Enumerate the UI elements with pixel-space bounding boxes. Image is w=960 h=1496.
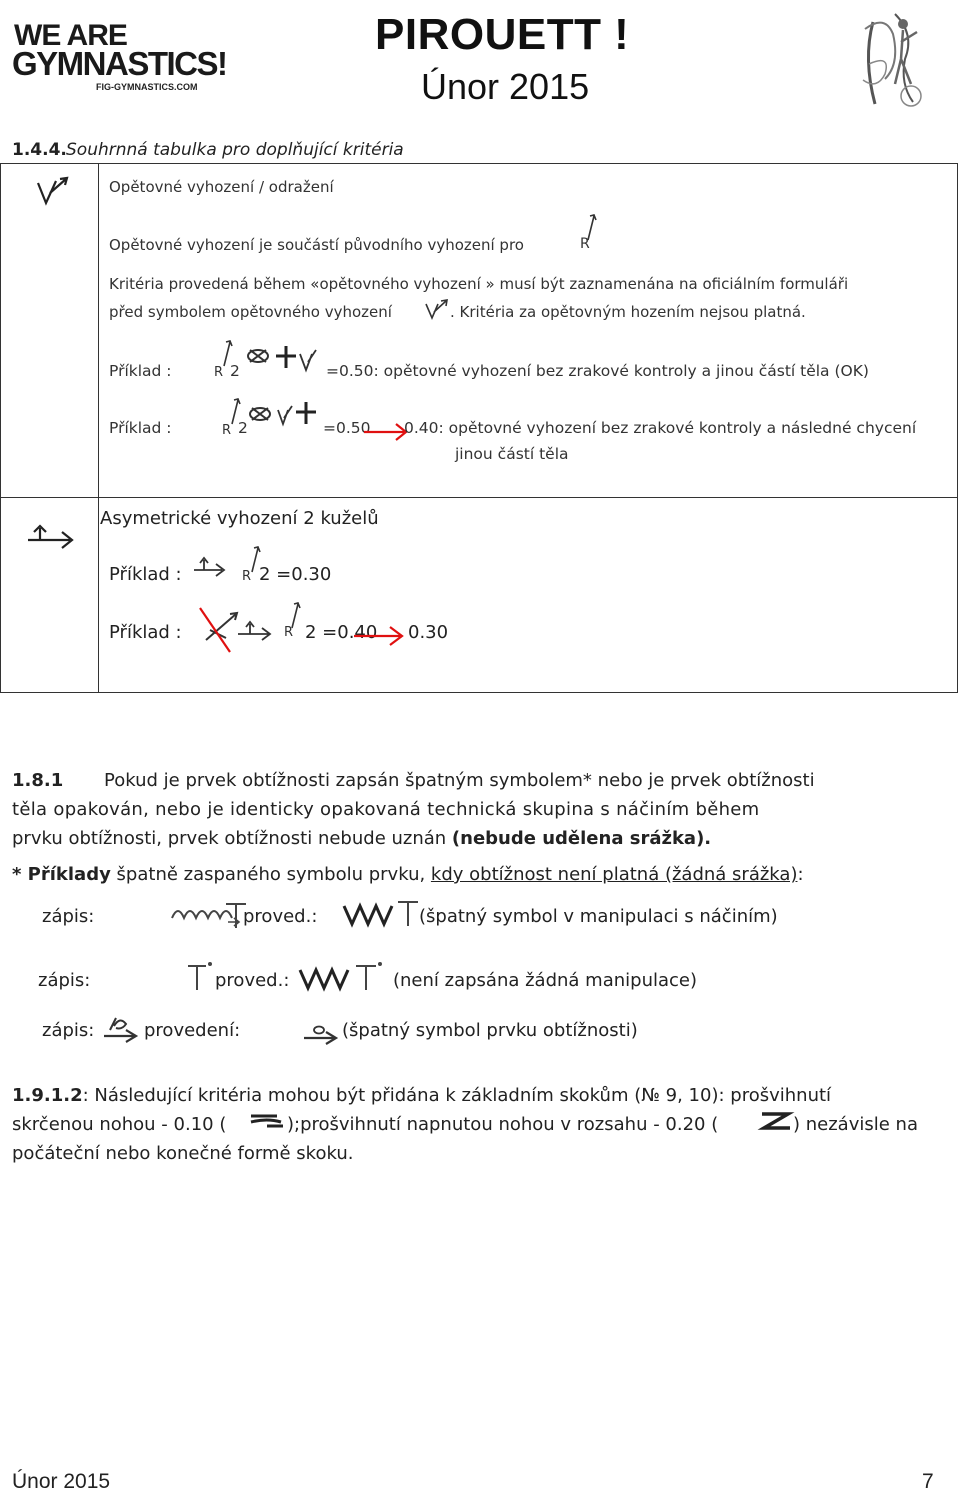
logo-url: FIG-GYMNASTICS.COM — [96, 82, 198, 92]
para181-line1: Pokud je prvek obtížnosti zapsán špatným symbolem* nebo je prvek obtížnosti — [104, 770, 815, 791]
para191-line3: počáteční nebo konečné formě skoku. — [12, 1143, 354, 1164]
para181-number: 1.8.1 — [12, 770, 64, 791]
para181-line3b: (nebude udělena srážka). — [451, 828, 712, 849]
examples-intro — [12, 860, 804, 889]
rebound-line1: Opětovné vyhození je součástí původního vyhození pro — [109, 236, 524, 254]
asym-ex1-label: Příklad : — [109, 564, 182, 585]
rebound-ex2-num: 2 — [238, 419, 248, 437]
zigzag-symbol-icon — [340, 896, 422, 932]
para181-line2: těla opakován, nebo je identicky opakovaná technická skupina s náčiním během — [12, 799, 760, 820]
example3-zapis: zápis: — [42, 1020, 95, 1041]
svg-text:R: R — [214, 365, 224, 380]
asymmetric-heading: Asymetrické vyhození 2 kuželů — [100, 508, 379, 529]
red-arrow-icon-2 — [352, 618, 408, 644]
svg-text:R: R — [580, 236, 590, 252]
examples-intro-b: špatně zaspaného symbolu prvku, — [110, 864, 431, 885]
example2-note: (není zapsána žádná manipulace) — [393, 970, 698, 991]
para191-line2b: );prošvihnutí napnutou nohou v rozsahu - 0.20 ( — [287, 1114, 719, 1135]
asym-ex2-value: 2 =0.40 — [305, 622, 378, 643]
example1-zapis: zápis: — [42, 906, 95, 927]
bent-leg-symbol-icon — [247, 1110, 287, 1134]
gymnast-logo-icon — [855, 4, 935, 114]
examples-intro-c: kdy obtížnost není platná (žádná srážka) — [430, 864, 798, 885]
asym-ex1-value: 2 =0.30 — [259, 564, 332, 585]
jump-symbol-icon — [102, 1012, 142, 1042]
rebound-ex1-label: Příklad : — [109, 362, 172, 380]
t-symbol-icon — [184, 960, 214, 992]
rebound-ex2-text2: jinou částí těla — [455, 445, 569, 463]
example1-note: (špatný symbol v manipulaci s náčiním) — [419, 906, 778, 927]
rebound-line3b: . Kritéria za opětovným hozením nejsou platná. — [450, 303, 806, 321]
rebound-ex2-value: =0.50 — [323, 419, 371, 437]
straight-leg-symbol-icon — [758, 1110, 794, 1134]
rebound-line2: Kritéria provedená během «opětovného vyhození » musí být zaznamenána na oficiálním formuláři — [109, 275, 849, 293]
para191-line2a: skrčenou nohou - 0.10 ( — [12, 1114, 227, 1135]
para191-number: 1.9.1.2 — [12, 1085, 83, 1106]
example2-proved: proved.: — [215, 970, 290, 991]
examples-intro-a: * Příklady — [12, 864, 111, 885]
para191-line1-text: : Následující kritéria mohou být přidána k základním skokům (№ 9, 10): prošvihnutí — [82, 1085, 832, 1106]
examples-intro-d: : — [797, 864, 804, 885]
svg-text:R: R — [242, 569, 252, 584]
example2-zapis: zápis: — [38, 970, 91, 991]
rebound-heading: Opětovné vyhození / odražení — [109, 178, 334, 196]
rebound-ex2-label: Příklad : — [109, 419, 172, 437]
asymmetric-throw-icon — [26, 522, 78, 552]
example3-proved: provedení: — [144, 1020, 241, 1041]
table-divider — [0, 497, 958, 498]
ex1-symbols-icon — [210, 338, 320, 380]
para181-line3a: prvku obtížnosti, prvek obtížnosti nebude uznán — [12, 828, 452, 849]
zigzag-t-symbol-icon — [296, 960, 386, 994]
page-title: PIROUETT ! — [375, 10, 630, 59]
para191-line2c: ) nezávisle na — [793, 1114, 918, 1135]
rebound-ex1-text: =0.50: opětovné vyhození bez zrakové kontroly a jinou částí těla (OK) — [326, 362, 869, 380]
table-column-line — [98, 163, 99, 693]
wrong-jump-symbol-icon — [302, 1022, 342, 1046]
rebound-ex1-num: 2 — [230, 362, 240, 380]
rebound-line3a: před symbolem opětovného vyhození — [109, 303, 392, 321]
rebound-throw-icon — [36, 175, 70, 205]
footer-date: Únor 2015 — [12, 1470, 111, 1493]
rotation-symbol-icon — [168, 898, 250, 934]
r-throw-icon — [578, 212, 600, 252]
asym-ex2-symbols-icon — [196, 600, 306, 656]
page-subtitle: Únor 2015 — [421, 66, 590, 107]
svg-text:R: R — [222, 423, 232, 438]
example1-proved: proved.: — [243, 906, 318, 927]
page-number: 7 — [922, 1470, 934, 1493]
logo-text-gymnastics: GYMNASTICS! — [12, 45, 227, 82]
section-number: 1.4.4. — [12, 140, 67, 160]
asym-ex2-new-value: 0.30 — [408, 622, 449, 643]
section-title: Souhrnná tabulka pro doplňující kritéria — [66, 140, 404, 160]
rebound-ex2-text: 0.40: opětovné vyhození bez zrakové kontroly a následné chycení — [404, 419, 917, 437]
asym-ex1-symbols-icon — [192, 544, 262, 584]
logo-text-we-are: WE ARE — [14, 19, 127, 52]
ex2-symbols-icon — [220, 396, 330, 438]
red-arrow-icon — [362, 418, 410, 440]
asym-ex2-label: Příklad : — [109, 622, 182, 643]
svg-text:R: R — [284, 625, 294, 640]
para181-line3 — [12, 824, 711, 853]
rebound-small-icon — [424, 298, 450, 320]
para191-line1 — [12, 1081, 831, 1110]
example3-note: (špatný symbol prvku obtížnosti) — [342, 1020, 638, 1041]
